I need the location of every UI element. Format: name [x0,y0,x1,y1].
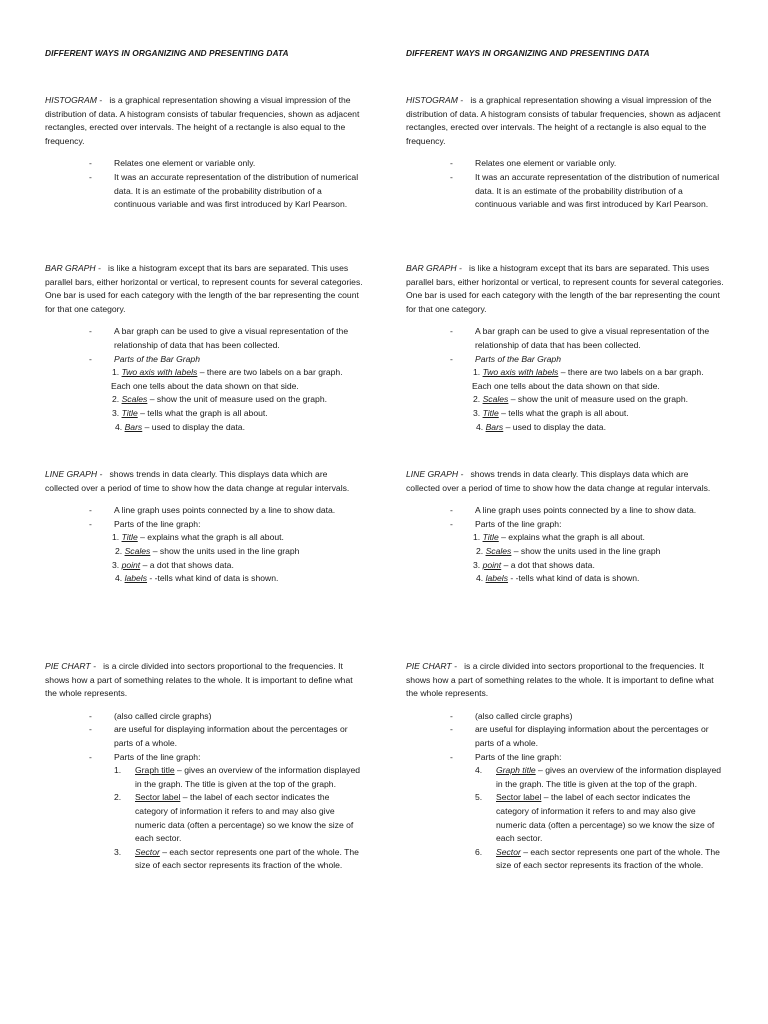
bar-graph-bullets [45,325,363,366]
list-item: - (also called circle graphs) [450,710,573,721]
line-part-2: 2. Scales – show the units used in the line graph [115,545,300,556]
bar-part-1: 1. Two axis with labels – there are two labels on a bar graph. [112,367,343,378]
list-item: 6. Sector – each sector represents one part of the whole. The size of each sector represents its fraction of the whole. [475,846,720,871]
line-part-1: 1. Title – explains what the graph is all about. [112,532,284,543]
list-item: - A line graph uses points connected by a line to show data. [89,505,336,516]
bar-part-4: 4. Bars – used to display the data. [476,421,606,432]
document-title: DIFFERENT WAYS IN ORGANIZING AND PRESENTING DATA [45,48,289,58]
pie-chart-definition: PIE CHART - is a circle divided into sectors proportional to the frequencies. It shows how a part of something relates to the whole. It is important to define what the whole represents. [406,661,714,699]
line-graph-section [406,468,724,586]
histogram-bullets [45,157,363,211]
histogram-definition: HISTOGRAM - is a graphical representation showing a visual impression of the distribution of data. A histogram consists of tabular frequencies, shown as adjacent rectangles, erected over intervals. The height of a rectangle is also equal to the frequency. [406,95,721,146]
bar-part-1-cont: Each one tells about the data shown on that side. [472,380,660,391]
pie-chart-bullets [406,710,724,764]
histogram-term: HISTOGRAM - [406,95,464,105]
list-item: - Parts of the line graph: [450,751,562,762]
pie-chart-section [406,660,724,873]
pie-chart-parts [45,764,363,873]
bar-graph-definition: BAR GRAPH - is like a histogram except that its bars are separated. This uses parallel bars, either horizontal or vertical, to represent counts for several categories. One bar is used for each category with the length of the bar representing the count for that one category. [45,263,363,314]
list-item: 3. Sector – each sector represents one part of the whole. The size of each sector represents its fraction of the whole. [114,846,359,871]
list-item: - (also called circle graphs) [89,710,212,721]
bar-graph-bullets [406,325,724,366]
bar-graph-section [406,262,724,434]
line-part-3: 3. point – a dot that shows data. [112,559,234,570]
bar-part-3: 3. Title – tells what the graph is all about. [473,407,629,418]
line-part-4: 4. labels - -tells what kind of data is shown. [476,573,640,584]
line-part-3: 3. point – a dot that shows data. [473,559,595,570]
pie-chart-definition: PIE CHART - is a circle divided into sectors proportional to the frequencies. It shows how a part of something relates to the whole. It is important to define what the whole represents. [45,661,353,699]
line-graph-term: LINE GRAPH - [45,469,103,479]
bar-part-2: 2. Scales – show the unit of measure used on the graph. [112,394,327,405]
pie-chart-term: PIE CHART - [45,661,96,671]
histogram-bullets [406,157,724,211]
line-graph-definition: LINE GRAPH - shows trends in data clearly. This displays data which are collected over a period of time to show how the data change at regular intervals. [45,469,350,493]
line-graph-bullets [406,504,724,531]
list-item: - Relates one element or variable only. [89,158,256,169]
list-item: - Parts of the Bar Graph [450,353,561,364]
line-graph-term: LINE GRAPH - [406,469,464,479]
line-part-1: 1. Title – explains what the graph is all about. [473,532,645,543]
line-graph-section [45,468,363,586]
pie-chart-parts [406,764,724,873]
list-item: - It was an accurate representation of the distribution of numerical data. It is an estimate of the probability distribution of a continuous variable and was first introduced by Karl Pearson. [450,171,720,210]
bar-part-4: 4. Bars – used to display the data. [115,421,245,432]
bar-graph-section [45,262,363,434]
list-item: - Parts of the line graph: [89,518,201,529]
list-item: 1. Graph title – gives an overview of the information displayed in the graph. The title is given at the top of the graph. [114,765,361,789]
list-item: - are useful for displaying information about the percentages or parts of a whole. [450,724,709,748]
histogram-section [45,94,363,212]
list-item: 5. Sector label – the label of each sector indicates the category of information it refers to and may also give numeric data (often a percentage) so we know the size of each sector. [475,792,715,844]
list-item: - Parts of the line graph: [450,518,562,529]
bar-graph-term: BAR GRAPH - [406,263,462,273]
document-title: DIFFERENT WAYS IN ORGANIZING AND PRESENTING DATA [406,48,650,58]
list-item: - It was an accurate representation of the distribution of numerical data. It is an estimate of the probability distribution of a continuous variable and was first introduced by Karl Pearson. [89,171,359,210]
pie-chart-bullets [45,710,363,764]
bar-part-1: 1. Two axis with labels – there are two labels on a bar graph. [473,367,704,378]
bar-graph-definition: BAR GRAPH - is like a histogram except that its bars are separated. This uses parallel bars, either horizontal or vertical, to represent counts for several categories. One bar is used for each category with the length of the bar representing the count for that one category. [406,263,724,314]
list-item: - A bar graph can be used to give a visual representation of the relationship of data that has been collected. [89,326,349,350]
bar-part-1-cont: Each one tells about the data shown on that side. [111,380,299,391]
line-part-2: 2. Scales – show the units used in the line graph [476,545,661,556]
list-item: 2. Sector label – the label of each sector indicates the category of information it refers to and may also give numeric data (often a percentage) so we know the size of each sector. [114,792,354,844]
line-graph-bullets [45,504,363,531]
list-item: 4. Graph title – gives an overview of the information displayed in the graph. The title is given at the top of the graph. [475,765,722,789]
bar-part-3: 3. Title – tells what the graph is all about. [112,407,268,418]
line-graph-definition: LINE GRAPH - shows trends in data clearly. This displays data which are collected over a period of time to show how the data change at regular intervals. [406,469,711,493]
bar-graph-term: BAR GRAPH - [45,263,101,273]
list-item: - Parts of the Bar Graph [89,353,200,364]
pie-chart-term: PIE CHART - [406,661,457,671]
histogram-section [406,94,724,212]
histogram-term: HISTOGRAM - [45,95,103,105]
list-item: - Relates one element or variable only. [450,158,617,169]
list-item: - A line graph uses points connected by a line to show data. [450,505,697,516]
list-item: - are useful for displaying information about the percentages or parts of a whole. [89,724,348,748]
line-part-4: 4. labels - -tells what kind of data is shown. [115,573,279,584]
histogram-definition: HISTOGRAM - is a graphical representation showing a visual impression of the distribution of data. A histogram consists of tabular frequencies, shown as adjacent rectangles, erected over intervals. The height of a rectangle is also equal to the frequency. [45,95,360,146]
list-item: - Parts of the line graph: [89,751,201,762]
list-item: - A bar graph can be used to give a visual representation of the relationship of data that has been collected. [450,326,710,350]
pie-chart-section [45,660,363,873]
bar-part-2: 2. Scales – show the unit of measure used on the graph. [473,394,688,405]
